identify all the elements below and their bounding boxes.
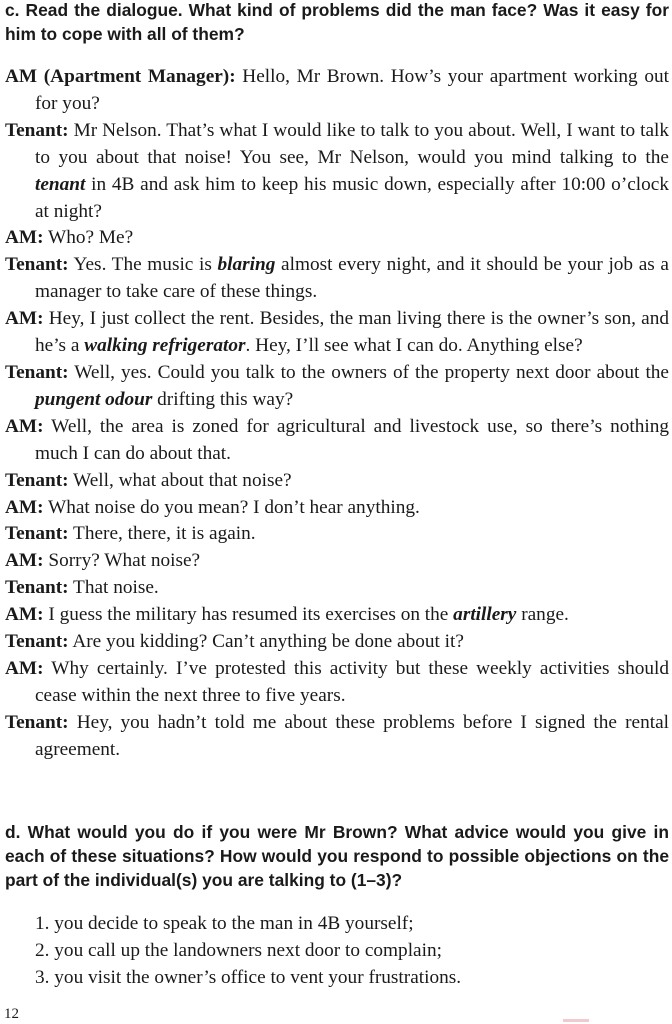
- dialogue-text: Mr Nelson. That’s what I would like to talk to you about. Well, I want to talk to you about that noise! You see, Mr Nelson, would you mind talking to the: [35, 119, 669, 168]
- task-item: 1. you decide to speak to the man in 4B yourself;: [35, 913, 414, 934]
- corner-mark: [563, 1019, 589, 1022]
- dialogue-line: [5, 710, 669, 764]
- section-c-heading: c. Read the dialogue. What kind of problems did the man face? Was it easy for him to cope with all of them?: [5, 0, 669, 44]
- task-item: 3. you visit the owner’s office to vent your frustrations.: [35, 967, 462, 988]
- dialogue-text: Hello, Mr Brown. How’s your apartment working out for you?: [35, 66, 669, 114]
- dialogue-line: [5, 468, 669, 495]
- dialogue-line: [5, 548, 669, 575]
- dialogue-text: range.: [516, 604, 569, 626]
- dialogue: [5, 64, 669, 764]
- speaker-label: Tenant:: [5, 469, 69, 491]
- dialogue-line: [5, 629, 669, 656]
- section-d-heading: d. What would you do if you were Mr Brown? What advice would you give in each of these situations? How would you respond to possible objections on the part of the individual(s) you are talking to (1–3)?: [5, 822, 669, 890]
- dialogue-text: There, there, it is again.: [68, 523, 256, 545]
- dialogue-text: That noise.: [68, 577, 159, 599]
- speaker-label: AM:: [5, 227, 44, 249]
- speaker-label: Tenant:: [5, 361, 69, 383]
- dialogue-line: [5, 225, 669, 252]
- dialogue-text: Sorry? What noise?: [43, 550, 201, 572]
- vocabulary-term: blaring: [217, 254, 276, 276]
- dialogue-text: in 4B and ask him to keep his music down, especially after 10:00 o’clock at night?: [35, 173, 669, 222]
- speaker-label: Tenant:: [5, 523, 69, 545]
- dialogue-text: . Hey, I’ll see what I can do. Anything else?: [245, 335, 583, 357]
- speaker-label: AM:: [5, 415, 44, 437]
- dialogue-line: [5, 306, 669, 360]
- dialogue-line: [5, 602, 669, 629]
- dialogue-line: [5, 521, 669, 548]
- speaker-label: Tenant:: [5, 711, 69, 733]
- page-number: 12: [4, 1006, 19, 1022]
- task-list: [35, 910, 461, 991]
- speaker-label: AM (Apartment Manager):: [5, 66, 236, 87]
- dialogue-line: [5, 118, 669, 226]
- dialogue-text: Well, yes. Could you talk to the owners of the property next door about the: [68, 361, 669, 383]
- speaker-label: AM:: [5, 308, 44, 330]
- dialogue-line: [5, 252, 669, 306]
- vocabulary-term: walking refrigerator: [84, 335, 246, 357]
- speaker-label: AM:: [5, 550, 44, 572]
- dialogue-text: drifting this way?: [152, 388, 294, 410]
- speaker-label: Tenant:: [5, 254, 69, 276]
- dialogue-line: [5, 495, 669, 522]
- dialogue-text: Hey, you hadn’t told me about these problems before I signed the rental agreement.: [35, 711, 669, 760]
- dialogue-line: [5, 64, 669, 118]
- speaker-label: Tenant:: [5, 577, 69, 599]
- dialogue-text: Well, the area is zoned for agricultural and livestock use, so there’s nothing much I can do about that.: [35, 415, 669, 464]
- dialogue-text: Yes. The music is: [68, 254, 218, 276]
- speaker-label: AM:: [5, 604, 44, 626]
- speaker-label: AM:: [5, 496, 44, 518]
- dialogue-line: [5, 414, 669, 468]
- vocabulary-term: artillery: [453, 604, 517, 626]
- dialogue-line: [5, 656, 669, 710]
- speaker-label: AM:: [5, 657, 44, 679]
- speaker-label: Tenant:: [5, 631, 69, 653]
- dialogue-text: Why certainly. I’ve protested this activity but these weekly activities should cease within the next three to five years.: [35, 657, 669, 706]
- dialogue-line: [5, 360, 669, 414]
- dialogue-text: What noise do you mean? I don’t hear anything.: [43, 496, 420, 518]
- dialogue-text: Are you kidding? Can’t anything be done about it?: [68, 631, 464, 653]
- dialogue-text: Hey, I just collect the rent. Besides, the man living there is the owner’s son, and he’s a: [35, 308, 669, 357]
- speaker-label: Tenant:: [5, 119, 69, 141]
- dialogue-text: Well, what about that noise?: [68, 469, 292, 491]
- task-item: 2. you call up the landowners next door to complain;: [35, 940, 442, 961]
- dialogue-text: Who? Me?: [43, 227, 134, 249]
- vocabulary-term: pungent odour: [35, 388, 153, 410]
- dialogue-text: I guess the military has resumed its exercises on the: [43, 604, 454, 626]
- vocabulary-term: tenant: [35, 173, 86, 195]
- dialogue-line: [5, 575, 669, 602]
- dialogue-text: almost every night, and it should be your job as a manager to take care of these things.: [35, 254, 669, 303]
